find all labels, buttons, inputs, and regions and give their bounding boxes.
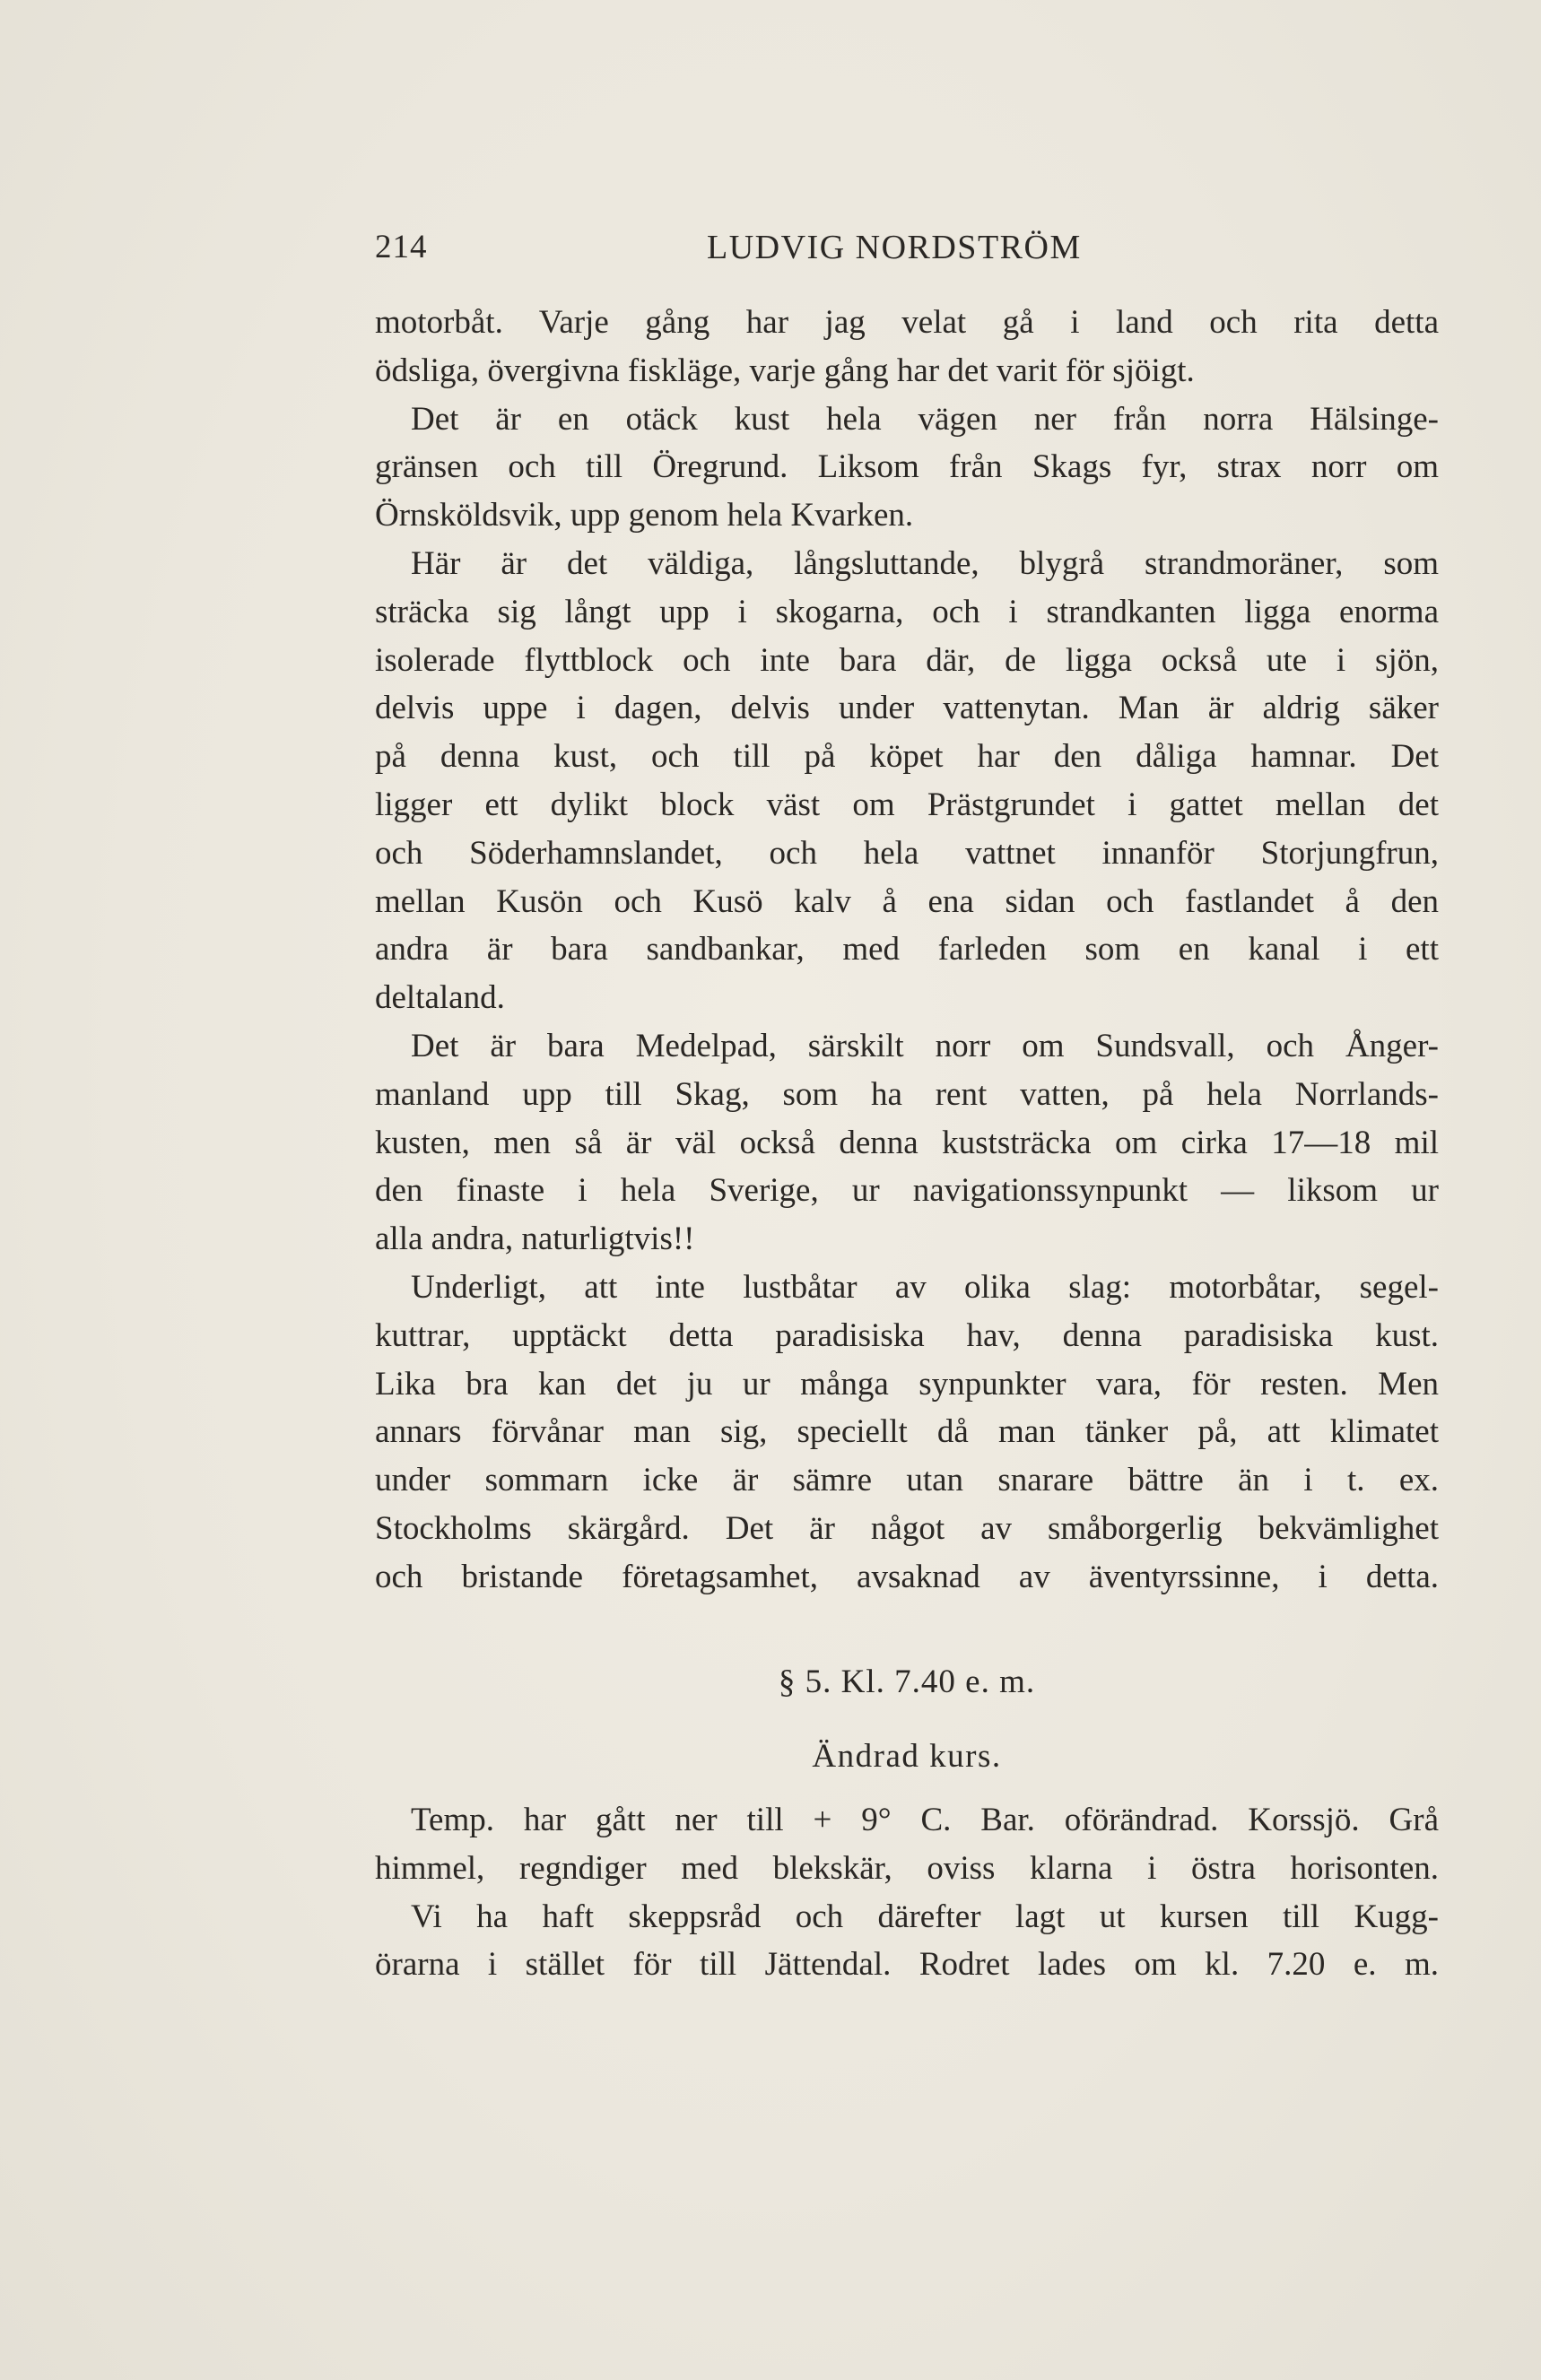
page-number: 214: [375, 229, 428, 265]
text-line: Det är bara Medelpad, särskilt norr om Sundsvall, och Ånger-: [411, 1027, 1439, 1064]
paragraph-6: [375, 1796, 1439, 1893]
text-line: gränsen och till Öregrund. Liksom från Skags fyr, strax norr om: [375, 448, 1439, 486]
text-line: manland upp till Skag, som ha rent vatten, på hela Norrlands-: [375, 1075, 1439, 1113]
text-line: deltaland.: [375, 979, 505, 1017]
text-line: Det är en otäck kust hela vägen ner från norra Hälsinge-: [411, 400, 1439, 438]
text-line: örarna i stället för till Jättendal. Rodret lades om kl. 7.20 e. m.: [375, 1946, 1439, 1984]
text-line: annars förvånar man sig, speciellt då man tänker på, att klimatet: [375, 1413, 1439, 1451]
paragraph-1: [375, 299, 1439, 395]
text-line: delvis uppe i dagen, delvis under vattenytan. Man är aldrig säker: [375, 690, 1439, 727]
section-title: Ändrad kurs.: [812, 1738, 1002, 1775]
section-number: § 5. Kl. 7.40 e. m.: [778, 1663, 1036, 1700]
text-line: kuttrar, upptäckt detta paradisiska hav, denna paradisiska kust.: [375, 1316, 1439, 1354]
text-line: Vi ha haft skeppsråd och därefter lagt ut kursen till Kugg-: [411, 1898, 1439, 1935]
body-text-continued: [375, 1796, 1439, 1989]
text-line: Temp. har gått ner till + 9° C. Bar. oförändrad. Korssjö. Grå: [411, 1802, 1439, 1838]
paragraph-4: [375, 1022, 1439, 1264]
text-line: andra är bara sandbankar, med farleden som en kanal i ett: [375, 931, 1439, 969]
text-line: ödsliga, övergivna fiskläge, varje gång har det varit för sjöigt.: [375, 352, 1195, 389]
text-line: isolerade flyttblock och inte bara där, de ligga också ute i sjön,: [375, 641, 1439, 679]
page-header: [375, 228, 1103, 282]
text-line: och Söderhamnslandet, och hela vattnet innanför Storjungfrun,: [375, 834, 1439, 872]
paragraph-5: [375, 1264, 1439, 1602]
text-line: ligger ett dylikt block väst om Prästgrundet i gattet mellan det: [375, 786, 1439, 823]
text-line: kusten, men så är väl också denna kuststräcka om cirka 17—18 mil: [375, 1124, 1439, 1161]
text-line: sträcka sig långt upp i skogarna, och i strandkanten ligga enorma: [375, 593, 1439, 630]
text-line: himmel, regndiger med blekskär, oviss klarna i östra horisonten.: [375, 1849, 1439, 1887]
paragraph-2: [375, 395, 1439, 540]
text-line: Örnsköldsvik, upp genom hela Kvarken.: [375, 497, 914, 534]
running-head: LUDVIG NORDSTRÖM: [707, 229, 1082, 266]
text-line: Lika bra kan det ju ur många synpunkter vara, för resten. Men: [375, 1365, 1439, 1403]
text-line: Stockholms skärgård. Det är något av småborgerlig bekvämlighet: [375, 1509, 1439, 1547]
text-line: på denna kust, och till på köpet har den dåliga hamnar. Det: [375, 738, 1439, 776]
text-line: och bristande företagsamhet, avsaknad av äventyrssinne, i detta.: [375, 1558, 1439, 1595]
text-line: mellan Kusön och Kusö kalv å ena sidan och fastlandet å den: [375, 882, 1439, 920]
text-line: motorbåt. Varje gång har jag velat gå i land och rita detta: [375, 304, 1439, 341]
paragraph-7: [375, 1893, 1439, 1990]
text-line: alla andra, naturligtvis!!: [375, 1220, 695, 1258]
text-line: Här är det väldiga, långsluttande, blygrå strandmoräner, som: [411, 544, 1439, 582]
text-line: den finaste i hela Sverige, ur navigationssynpunkt — liksom ur: [375, 1172, 1439, 1210]
body-text: [375, 299, 1439, 1602]
text-line: Underligt, att inte lustbåtar av olika slag: motorbåtar, segel-: [411, 1268, 1439, 1306]
text-line: under sommarn icke är sämre utan snarare bättre än i t. ex.: [375, 1462, 1439, 1499]
paragraph-3: [375, 540, 1439, 1022]
